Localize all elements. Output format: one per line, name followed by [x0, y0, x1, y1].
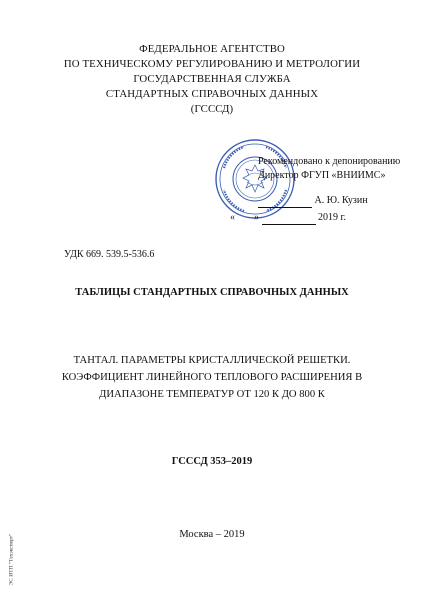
signature-line — [258, 195, 312, 208]
main-title-line-2: КОЭФФИЦИЕНТ ЛИНЕЙНОГО ТЕПЛОВОГО РАСШИРЕНИЯ В — [61, 372, 363, 383]
agency-line-2: ПО ТЕХНИЧЕСКОМУ РЕГУЛИРОВАНИЮ И МЕТРОЛОГИИ — [63, 58, 361, 70]
approval-director: Директор ФГУП «ВНИИМС» — [258, 170, 386, 181]
signer-name: А. Ю. Кузин — [314, 195, 368, 206]
side-watermark-note: ЭС ИТП "Техэксперт" — [8, 533, 15, 586]
main-title-line-1: ТАНТАЛ. ПАРАМЕТРЫ КРИСТАЛЛИЧЕСКОЙ РЕШЕТКИ. — [73, 355, 351, 366]
date-month-line — [262, 212, 316, 225]
agency-line-4: СТАНДАРТНЫХ СПРАВОЧНЫХ ДАННЫХ — [105, 88, 319, 100]
standard-designation: ГСССД 353–2019 — [171, 456, 253, 467]
place-and-year: Москва – 2019 — [179, 529, 245, 540]
main-title-line-3: ДИАПАЗОНЕ ТЕМПЕРАТУР ОТ 120 К ДО 800 К — [99, 389, 325, 400]
agency-line-1: ФЕДЕРАЛЬНОЕ АГЕНТСТВО — [139, 43, 285, 55]
agency-line-3: ГОСУДАРСТВЕННАЯ СЛУЖБА — [133, 73, 291, 85]
date-row — [230, 212, 346, 225]
agency-abbrev: (ГСССД) — [190, 103, 234, 115]
series-title: ТАБЛИЦЫ СТАНДАРТНЫХ СПРАВОЧНЫХ ДАННЫХ — [75, 287, 349, 298]
date-close-quote: » — [254, 212, 259, 223]
date-open-quote: « — [230, 212, 235, 223]
udk-code: УДК 669. 539.5-536.6 — [64, 249, 155, 260]
approval-recommendation: Рекомендовано к депонированию — [258, 156, 401, 167]
signature-row — [258, 195, 368, 208]
date-year: 2019 г. — [318, 212, 346, 223]
